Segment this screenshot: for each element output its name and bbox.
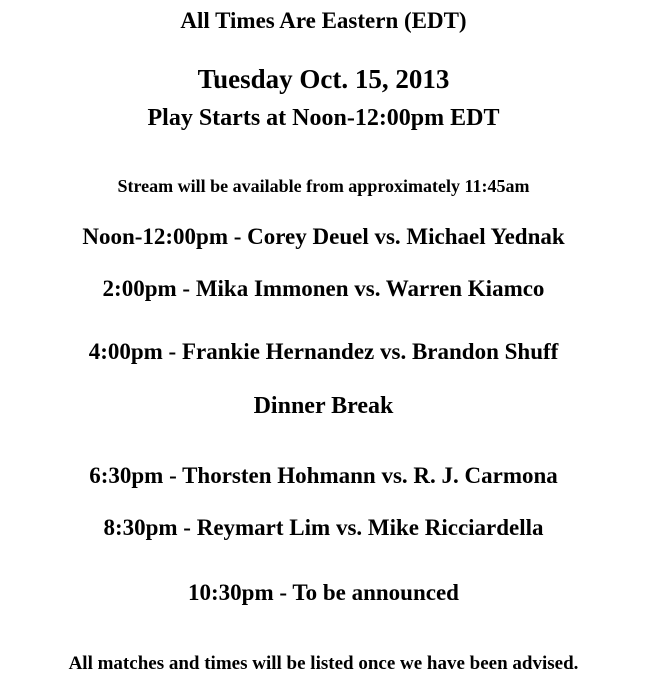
- play-start-heading: Play Starts at Noon-12:00pm EDT: [147, 105, 500, 131]
- match-item: 4:00pm - Frankie Hernandez vs. Brandon Shuff: [88, 339, 559, 364]
- date-heading: Tuesday Oct. 15, 2013: [197, 64, 450, 94]
- match-item: 6:30pm - Thorsten Hohmann vs. R. J. Carmona: [89, 463, 558, 488]
- match-item: 2:00pm - Mika Immonen vs. Warren Kiamco: [102, 276, 545, 301]
- match-item: Noon-12:00pm - Corey Deuel vs. Michael Yednak: [82, 224, 565, 249]
- footer-note: All matches and times will be listed once we have been advised.: [68, 653, 579, 674]
- dinner-break-label: Dinner Break: [253, 393, 394, 419]
- stream-availability-note: Stream will be available from approximately 11:45am: [117, 176, 530, 196]
- match-item: 8:30pm - Reymart Lim vs. Mike Ricciardella: [103, 515, 544, 540]
- match-item: 10:30pm - To be announced: [188, 580, 459, 605]
- timezone-heading: All Times Are Eastern (EDT): [180, 8, 467, 33]
